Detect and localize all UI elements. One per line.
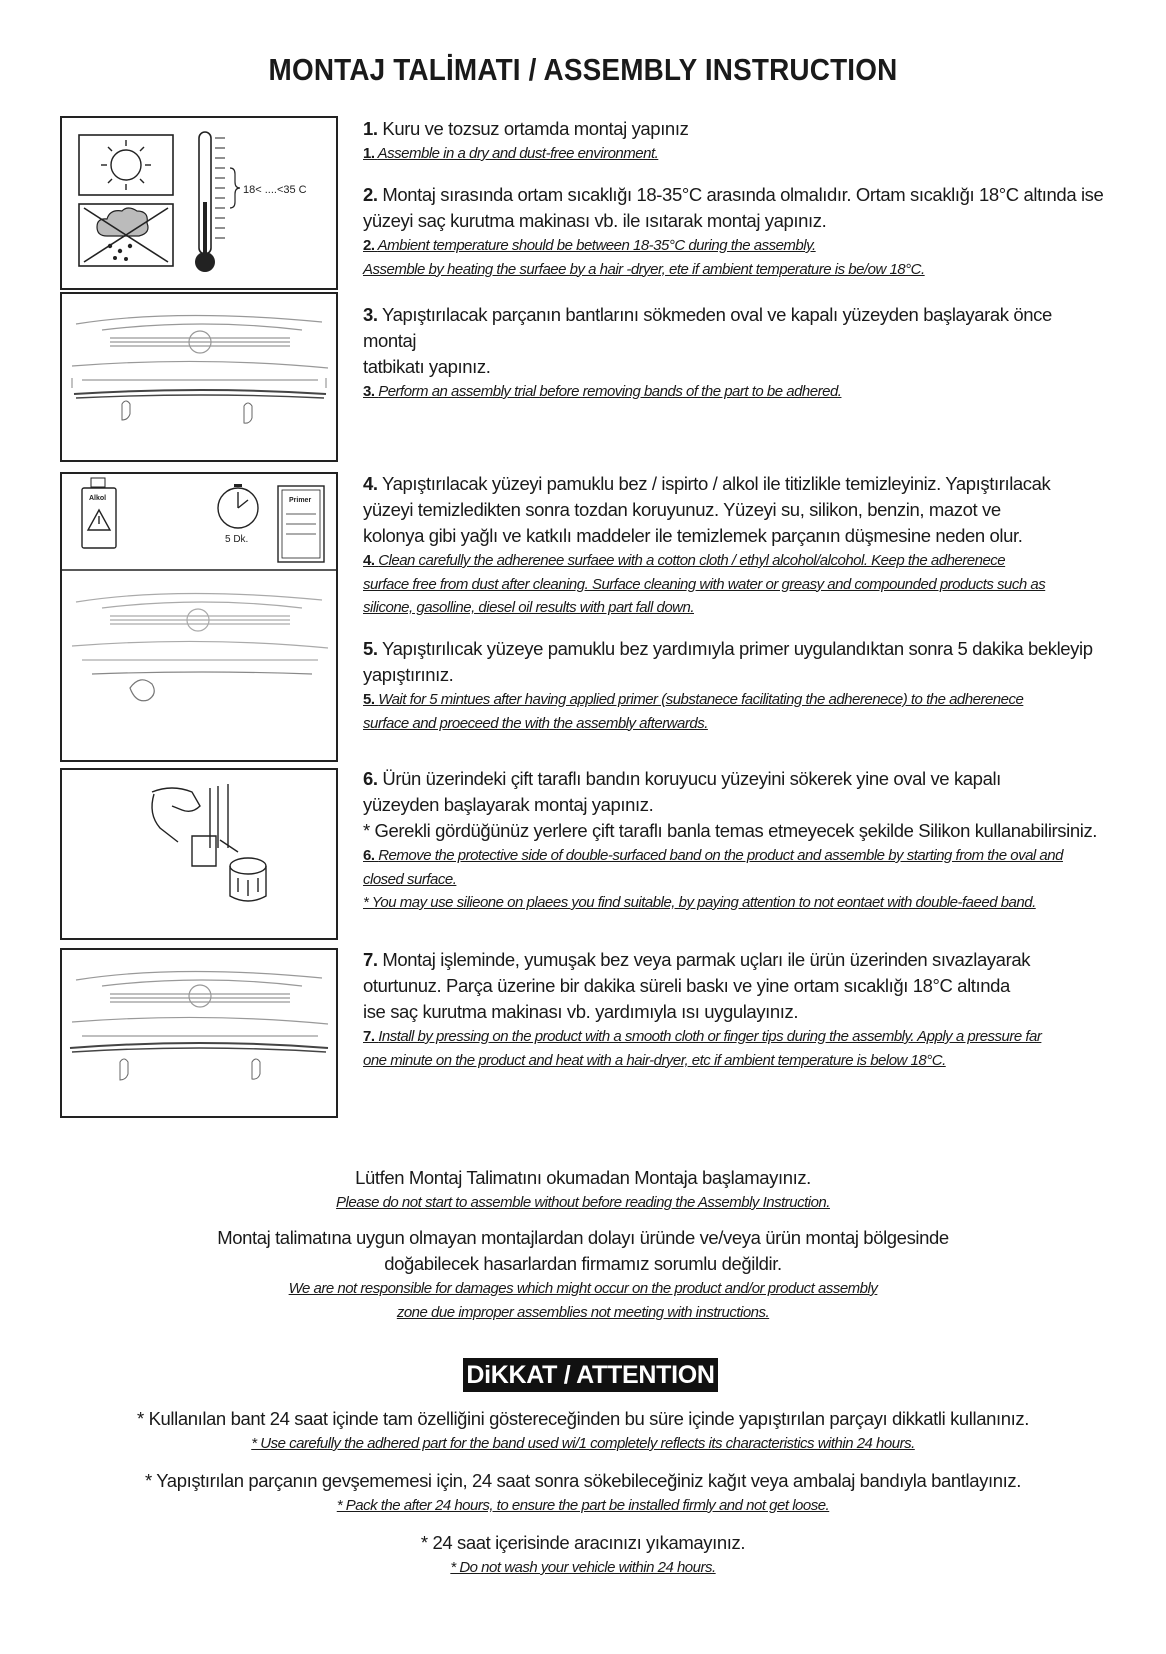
step-4: 4. Yapıştırılacak yüzeyi pamuklu bez / ispirto / alkol ile titizlikle temizleyiniz. Yapıştırılacak yüzeyi temizledikten sonra tozdan koruyunuz. Yüzeyi su, silikon, benzin, mazot ve kolonya gibi yağlı ve katkılı maddeler ile temizlemek parçanın düşmesine neden olur. 4. Clean carefully the adherenee surfaee with a cotton cloth / ethyl alcohol/alcohol. Keep the adherenece surface free from dust after cleaning. Surface cleaning with water or greasy and compounded products such as silicone, gasolline, diesel oil results with part fall down. [363, 471, 1108, 620]
step-4-tr: 4. Yapıştırılacak yüzeyi pamuklu bez / ispirto / alkol ile titizlikle temizleyiniz. Yapıştırılacak [363, 473, 1051, 494]
alcohol-label: Alkol [89, 495, 107, 502]
thermometer-icon [195, 132, 240, 272]
step-1-tr: 1. Kuru ve tozsuz ortamda montaj yapınız [363, 118, 689, 139]
hands-icon [120, 1059, 260, 1080]
step-3-en: 3. Perform an assembly trial before removing bands of the part to be adhered. [363, 383, 842, 400]
figure-press-install [60, 948, 338, 1118]
hand-peeling-tape-icon [152, 784, 266, 901]
step-2-en: 2. Ambient temperature should be between 18-35°C during the assembly. [363, 237, 816, 254]
step-5: 5. Yapıştırılıcak yüzeye pamuklu bez yardımıyla primer uygulandıktan sonra 5 dakika bekleyip yapıştırınız. 5. Wait for 5 mintues after having applied primer (substanece facilitating the adherenece) to the adherenece surface and proeceed the with the assembly afterwards. [363, 636, 1108, 735]
notice-en-1: Please do not start to assemble without before reading the Assembly Instruction. [336, 1194, 830, 1211]
step-3: 3. Yapıştırılacak parçanın bantlarını sökmeden oval ve kapalı yüzeyden başlayarak önce montaj tatbikatı yapınız. 3. Perform an assembly trial before removing bands of the part to be adhered. [363, 302, 1108, 404]
figure-tape-removal [60, 768, 338, 940]
attention-item-3: * 24 saat içerisinde aracınızı yıkamayınız. * Do not wash your vehicle within 24 hours. [420, 1532, 746, 1576]
step-2: 2. Montaj sırasında ortam sıcaklığı 18-35°C arasında olmalıdır. Ortam sıcaklığı 18°C altında ise yüzeyi saç kurutma makinası vb. ile ısıtarak montaj yapınız. 2. Ambient temperature should be between 18-35°C during the assembly. Assemble by heating the surfaee by a hair -dryer, ete if ambient temperature is be/ow 18°C. [363, 182, 1108, 281]
step-6-en: 6. Remove the protective side of double-surfaced band on the product and assemble by starting from the oval and [363, 847, 1063, 864]
timer-icon [218, 484, 258, 528]
step-7: 7. Montaj işleminde, yumuşak bez veya parmak uçları ile ürün üzerinden sıvazlayarak oturtunuz. Parça üzerine bir dakika süreli baskı ve yine ortam sıcaklığı 18°C altında ise saç kurutma makinası vb. yardımıyla ısı uygulayınız. 7. Install by pressing on the product with a smooth cloth or finger tips during the assembly. Apply a pressure far one minute on the product and heat with a hair-dryer, etc if ambient temperature is below 18°C. [363, 947, 1108, 1072]
page-title: MONTAJ TALİMATI / ASSEMBLY INSTRUCTION [268, 52, 898, 87]
car-front-drawing [70, 971, 328, 1052]
attention-item-1: * Kullanılan bant 24 saat içinde tam özelliğini göstereceğinden bu süre içinde yapıştırılan parçayı dikkatli kullanınız. * Use carefully the adhered part for the band used wi/1 completely reflects its characteristics within 24 hours. [137, 1408, 1029, 1452]
alcohol-bottle-icon [82, 478, 116, 548]
step-3-tr: 3. Yapıştırılacak parçanın bantlarını sökmeden oval ve kapalı yüzeyden başlayarak önce montaj [363, 304, 1052, 351]
step-1-en: 1. Assemble in a dry and dust-free environment. [363, 145, 659, 162]
timer-label: 5 Dk. [225, 534, 249, 545]
step-1 [363, 116, 1108, 166]
attention-item-2: * Yapıştırılan parçanın gevşememesi için, 24 saat sonra sökebileceğiniz kağıt veya ambalaj bandıyla bantlayınız. * Pack the after 24 hours, to ensure the part be installed firmly and not get loose. [145, 1470, 1021, 1514]
figure-environment [60, 116, 338, 290]
hands-icon [122, 401, 252, 423]
no-rain-icon [79, 204, 173, 266]
step-6-tr: 6. Ürün üzerindeki çift taraflı bandın koruyucu yüzeyini sökerek yine oval ve kapalı [363, 768, 1001, 789]
figure-cleaning [60, 472, 338, 762]
step-2-tr: 2. Montaj sırasında ortam sıcaklığı 18-35°C arasında olmalıdır. Ortam sıcaklığı 18°C altında ise [363, 184, 1104, 205]
step-5-tr: 5. Yapıştırılıcak yüzeye pamuklu bez yardımıyla primer uygulandıktan sonra 5 dakika bekleyip [363, 638, 1093, 659]
attention-heading: DiKKAT / ATTENTION [463, 1358, 718, 1392]
step-7-tr: 7. Montaj işleminde, yumuşak bez veya parmak uçları ile ürün üzerinden sıvazlayarak [363, 949, 1031, 970]
step-4-en: 4. Clean carefully the adherenee surfaee with a cotton cloth / ethyl alcohol/alcohol. Keep the adherenece [363, 552, 1006, 569]
step-7-en: 7. Install by pressing on the product with a smooth cloth or finger tips during the assembly. Apply a pressure far [363, 1028, 1042, 1045]
disclaimer: Montaj talimatına uygun olmayan montajlardan dolayı üründe ve/veya ürün montaj bölgesinde doğabilecek hasarlardan firmamız sorumlu değildir. We are not responsible for damages which might occur on the product and/or product assembly zone due improper assemblies not meeting with instructions. [217, 1227, 949, 1321]
car-front-drawing [72, 593, 328, 700]
temperature-range-label: 18< ....<35 C [243, 184, 307, 196]
step-5-en: 5. Wait for 5 mintues after having applied primer (substanece facilitating the adherenece) to the adherenece [363, 691, 1024, 708]
sun-icon [79, 135, 173, 195]
car-front-drawing [72, 315, 328, 398]
notice [0, 1165, 1166, 1215]
primer-label: Primer [289, 497, 312, 504]
figure-assembly-trial [60, 292, 338, 462]
notice-tr-1: Lütfen Montaj Talimatını okumadan Montaja başlamayınız. [355, 1167, 811, 1188]
step-6: 6. Ürün üzerindeki çift taraflı bandın koruyucu yüzeyini sökerek yine oval ve kapalı yüzeyden başlayarak montaj yapınız. * Gerekli gördüğünüz yerlere çift taraflı banla temas etmeyecek şekilde Silikon kullanabilirsiniz. 6. Remove the protective side of double-surfaced band on the product and assemble by starting from the oval and closed surface. * You may use silieone on plaees you find suitable, by paying attention to not eontaet with double-faeed band. [363, 766, 1108, 915]
